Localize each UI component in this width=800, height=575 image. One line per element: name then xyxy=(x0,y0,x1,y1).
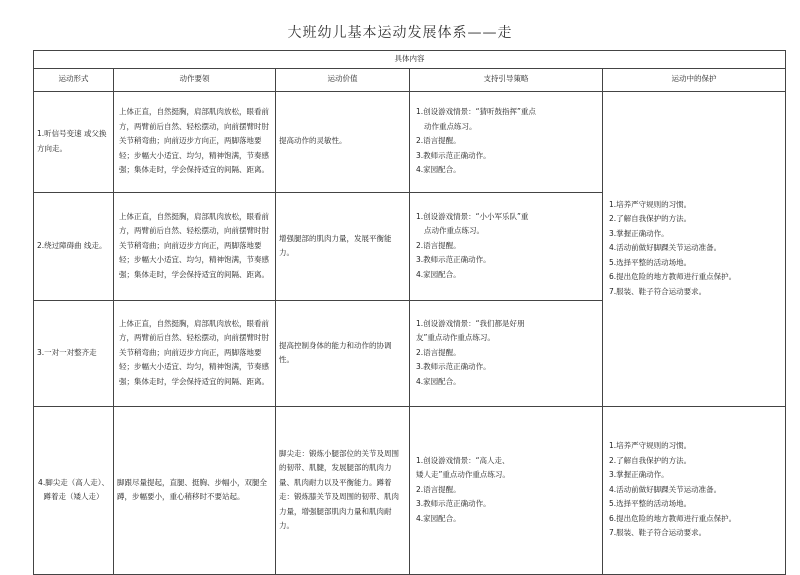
strategy-line: 动作重点练习。 xyxy=(424,121,477,131)
strategy-cell xyxy=(410,192,603,300)
strategy-line: 4.家园配合。 xyxy=(416,513,461,523)
protection-line: 1.培养严守规则的习惯。 xyxy=(609,199,692,209)
column-header: 运动价值 xyxy=(276,68,410,91)
strategy-line: 4.家园配合。 xyxy=(416,376,461,386)
form-cell: 3.一对一对整齐走 xyxy=(34,300,114,406)
protection-line: 2.了解自我保护的方法。 xyxy=(609,214,692,224)
strategy-line: 2.语言提醒。 xyxy=(416,484,461,494)
essentials-cell: 上体正直，自然挺胸，肩部肌肉放松，眼看前方，两臂前后自然、轻松摆动，向前摆臂时肘关节稍弯曲；向前迈步方向正，两脚落地要轻；步幅大小适宜、均匀，精神饱满，节奏感强；集体走时，学会保持适宜的间隔、距离。 xyxy=(114,91,276,192)
content-table xyxy=(33,50,786,575)
essentials-cell: 上体正直，自然挺胸，肩部肌肉放松，眼看前方，两臂前后自然、轻松摆动，向前摆臂时肘关节稍弯曲；向前迈步方向正，两脚落地要轻；步幅大小适宜、均匀，精神饱满，节奏感强；集体走时，学会保持适宜的间隔、距离。 xyxy=(114,192,276,300)
column-header: 动作要领 xyxy=(114,68,276,91)
protection-line: 5.选择平整的活动场地。 xyxy=(609,257,692,267)
protection-line: 6.提出危险的地方教师进行重点保护。 xyxy=(609,272,737,282)
strategy-line: 2.语言提醒。 xyxy=(416,240,461,250)
value-cell: 提高控制身体的能力和动作的协调性。 xyxy=(276,300,410,406)
value-cell: 增强腿部的肌肉力量，发展平衡能力。 xyxy=(276,192,410,300)
value-cell: 提高动作的灵敏性。 xyxy=(276,91,410,192)
page-title: 大班幼儿基本运动发展体系——走 xyxy=(287,25,513,41)
table-row xyxy=(34,91,786,192)
form-cell: 1.听信号变速 或父换方向走。 xyxy=(34,91,114,192)
strategy-line: 4.家园配合。 xyxy=(416,269,461,279)
strategy-line: 1.创设游戏情景：“高人走、 xyxy=(416,455,510,465)
protection-cell xyxy=(603,406,786,574)
protection-cell xyxy=(603,91,786,406)
form-cell: 4.脚尖走（高人走）、蹲着走（矮人走） xyxy=(34,406,114,574)
column-header: 运动中的保护 xyxy=(603,68,786,91)
protection-line: 4.活动前做好脚踝关节运动准备。 xyxy=(609,484,722,494)
column-header: 运动形式 xyxy=(34,68,114,91)
protection-line: 1.培养严守规则的习惯。 xyxy=(609,441,692,451)
essentials-cell: 上体正直，自然挺胸，肩部肌肉放松，眼看前方，两臂前后自然、轻松摆动，向前摆臂时肘关节稍弯曲；向前迈步方向正，两脚落地要轻；步幅大小适宜、均匀，精神饱满，节奏感强；集体走时，学会保持适宜的间隔、距离。 xyxy=(114,300,276,406)
protection-line: 2.了解自我保护的方法。 xyxy=(609,455,692,465)
strategy-line: 矮人走”重点动作重点练习。 xyxy=(416,470,510,480)
column-header: 支持引导策略 xyxy=(410,68,603,91)
strategy-cell xyxy=(410,91,603,192)
table-top-header-row xyxy=(34,51,786,69)
protection-line: 7.服装、鞋子符合运动要求。 xyxy=(609,286,707,296)
protection-line: 4.活动前做好脚踝关节运动准备。 xyxy=(609,243,722,253)
table-header-row xyxy=(34,68,786,91)
protection-line: 5.选择平整的活动场地。 xyxy=(609,499,692,509)
essentials-cell: 脚跟尽量提起，直腿、挺胸、步幅小，双腿全蹲，步幅要小，重心稍移时不要站起。 xyxy=(114,406,276,574)
strategy-line: 3.教师示范正确动作。 xyxy=(416,499,491,509)
strategy-line: 3.教师示范正确动作。 xyxy=(416,362,491,372)
strategy-line: 3.教师示范正确动作。 xyxy=(416,150,491,160)
strategy-line: 1.创设游戏情景：“我们都是好朋 xyxy=(416,318,525,328)
form-cell: 2.绕过障碍曲 线走。 xyxy=(34,192,114,300)
protection-line: 7.服装、鞋子符合运动要求。 xyxy=(609,528,707,538)
strategy-line: 点动作重点练习。 xyxy=(424,226,484,236)
strategy-cell xyxy=(410,406,603,574)
top-header-cell: 具体内容 xyxy=(34,51,786,69)
strategy-line: 1.创设游戏情景：“小小军乐队”重 xyxy=(416,211,529,221)
protection-line: 6.提出危险的地方教师进行重点保护。 xyxy=(609,513,737,523)
strategy-line: 友”重点动作重点练习。 xyxy=(416,333,495,343)
strategy-line: 4.家园配合。 xyxy=(416,165,461,175)
strategy-line: 2.语言提醒。 xyxy=(416,347,461,357)
protection-line: 3.掌握正确动作。 xyxy=(609,470,669,480)
strategy-line: 2.语言提醒。 xyxy=(416,136,461,146)
strategy-line: 1.创设游戏情景：“猜听鼓指挥”重点 xyxy=(416,107,536,117)
protection-line: 3.掌握正确动作。 xyxy=(609,228,669,238)
strategy-line: 3.教师示范正确动作。 xyxy=(416,255,491,265)
value-cell: 脚尖走：锻炼小腿部位的关节及周围的韧带、肌腱，发展腿部的肌肉力量、肌肉耐力以及平衡能力。蹲着走：锻炼膝关节及周围的韧带、肌肉力量，增强腿部肌肉力量和肌肉耐力。 xyxy=(276,406,410,574)
table-row xyxy=(34,406,786,574)
strategy-cell xyxy=(410,300,603,406)
